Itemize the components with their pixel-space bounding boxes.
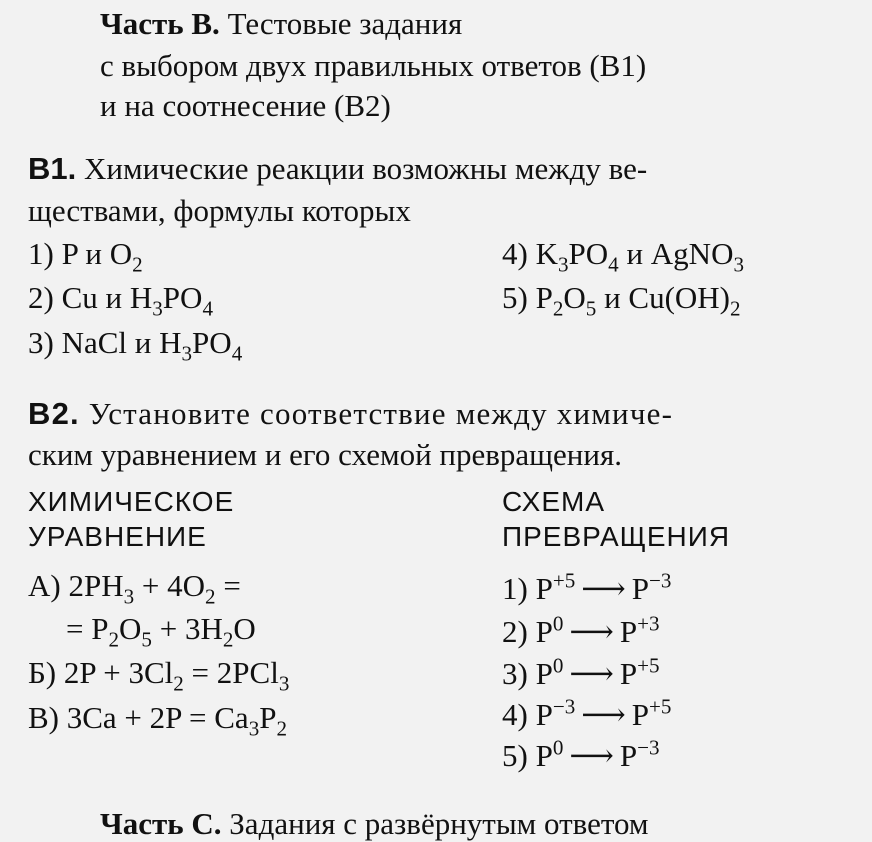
equation-a-continued: = $P_2O_5 + 3H_2O$ (66, 611, 256, 652)
b1-text-1: Химические реакции возможны между ве- (84, 151, 648, 186)
arrow-icon: ⟶ (581, 571, 626, 606)
part-c-title (100, 806, 649, 842)
scheme-4: 4) $P^{-3}$ ⟶ $P^{+5}$ (502, 694, 672, 732)
scheme-3: 3) $P^0$ ⟶ $P^{+5}$ (502, 653, 660, 691)
part-b-label: Часть В. (100, 6, 220, 41)
part-b-title-line-1 (100, 6, 462, 42)
col2-header-line-2: ПРЕВРАЩЕНИЯ (502, 521, 731, 552)
col1-header-line-2: УРАВНЕНИЕ (28, 521, 207, 552)
b2-text-1: Установите соответствие между химиче- (88, 396, 674, 431)
arrow-icon: ⟶ (569, 656, 614, 691)
arrow-icon: ⟶ (581, 697, 626, 732)
equation-b: Б) $2P + 3Cl_2 = 2PCl_3$ (28, 655, 290, 696)
b1-question-line-2: ществами, формулы которых (28, 193, 411, 228)
scheme-2: 2) $P^0$ ⟶ $P^{+3}$ (502, 611, 660, 649)
part-b-title-line-3: и на соотнесение (В2) (100, 88, 391, 123)
b1-option-4: 4) $K_3PO_4$ и AgNO$_3$ (502, 236, 745, 277)
b1-option-1: 1) P и $O_2$ (28, 236, 143, 277)
b2-question-line-1 (28, 396, 673, 432)
equation-c: В) $3Ca + 2P = Ca_3P_2$ (28, 700, 288, 741)
b1-option-3: 3) NaCl и $H_3PO_4$ (28, 325, 243, 366)
b1-option-5: 5) $P_2O_5$ и $Cu(OH)_2$ (502, 280, 741, 321)
b1-option-2: 2) Cu и $H_3PO_4$ (28, 280, 213, 321)
arrow-icon: ⟶ (569, 614, 614, 649)
b2-label: В2. (28, 396, 80, 431)
scheme-1: 1) $P^{+5}$ ⟶ $P^{-3}$ (502, 568, 672, 606)
part-c-label: Часть С. (100, 806, 222, 841)
part-c-title-text: Задания с развёрнутым ответом (229, 806, 649, 841)
b1-label: В1. (28, 151, 77, 186)
col2-header-line-1: СХЕМА (502, 486, 605, 517)
part-b-title-text: Тестовые задания (227, 6, 463, 41)
col1-header-line-1: ХИМИЧЕСКОЕ (28, 486, 235, 517)
equation-a: А) $2PH_3 + 4O_2$ = (28, 568, 241, 609)
b2-question-line-2: ским уравнением и его схемой превращения. (28, 437, 622, 472)
scheme-5: 5) $P^0$ ⟶ $P^{-3}$ (502, 735, 660, 773)
arrow-icon: ⟶ (569, 738, 614, 773)
b1-question-line-1 (28, 151, 647, 187)
part-b-title-line-2: с выбором двух правильных ответов (В1) (100, 48, 647, 83)
